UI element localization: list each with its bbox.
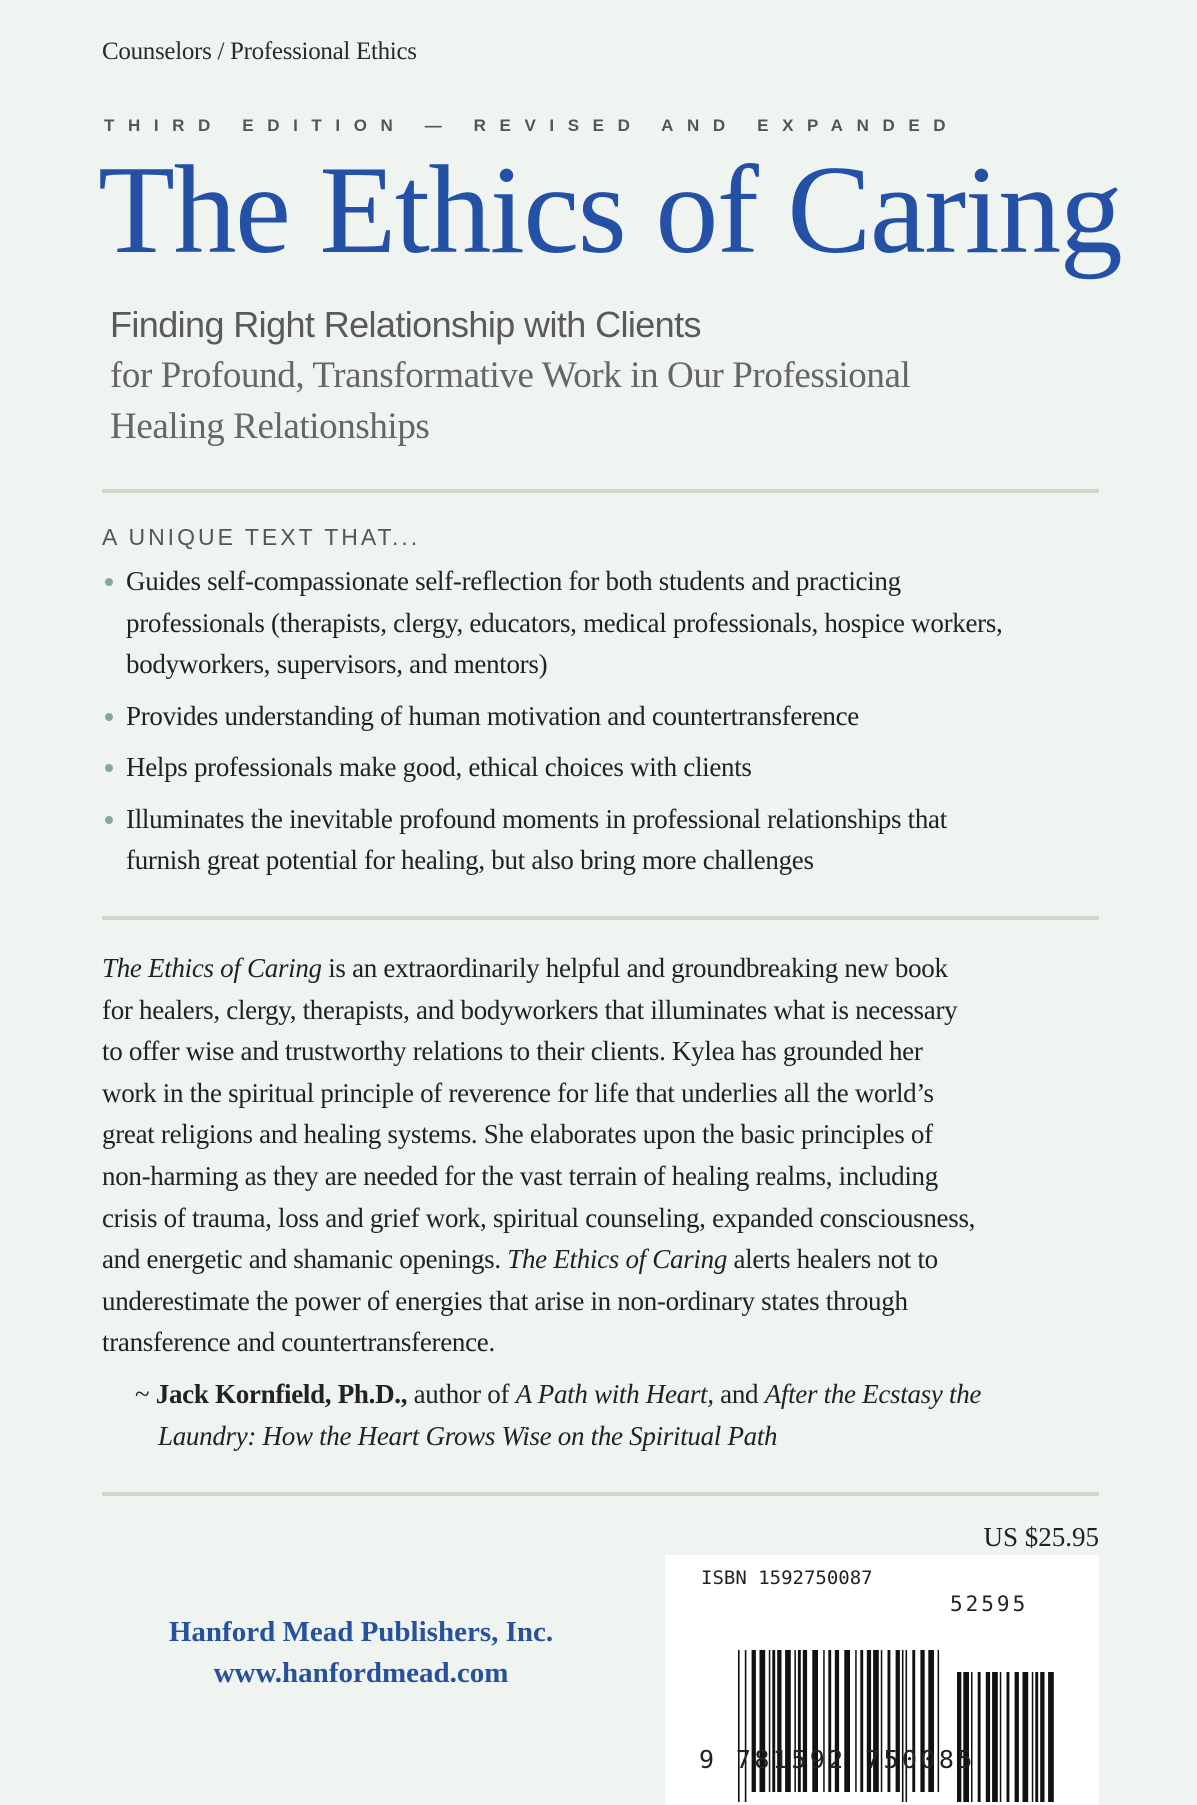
text-line (102, 1281, 975, 1323)
text-segment: alerts healers not to (727, 1244, 938, 1275)
barcode-bar (1023, 1672, 1029, 1802)
bold-text: Jack Kornfield, Ph.D., (155, 1379, 408, 1409)
text-line (102, 990, 975, 1032)
text-segment: author of (407, 1379, 516, 1409)
bullet-line: Provides understanding of human motivation and countertransference (126, 700, 859, 731)
bullet-dot-icon (105, 713, 113, 721)
text-line (102, 1031, 975, 1073)
italic-text: After the Ecstasy the (764, 1379, 982, 1409)
barcode-bar (957, 1672, 961, 1802)
bullet-line: professionals (therapists, clergy, educators, medical professionals, hospice workers, (126, 607, 1003, 638)
bullet-line: Guides self-compassionate self-reflection for both students and practicing (126, 566, 901, 596)
bullet-line: Illuminates the inevitable profound moments in professional relationships that (126, 803, 947, 834)
text-line (102, 1198, 975, 1240)
ean-digits: 9 781592 750085 (699, 1745, 976, 1774)
text-segment: and energetic and shamanic openings. (102, 1244, 508, 1275)
barcode-bar (963, 1672, 969, 1802)
barcode-bar (1035, 1672, 1038, 1802)
divider (102, 489, 1099, 493)
italic-text: A Path with Heart, (515, 1379, 714, 1409)
text-line (102, 1073, 975, 1115)
endorsement-text (102, 948, 975, 1364)
barcode-bar (992, 1672, 998, 1802)
barcode-bar (1032, 1672, 1034, 1802)
bullet-item (102, 799, 1102, 882)
text-segment: and (713, 1379, 765, 1409)
barcode-box (665, 1555, 1099, 1805)
bullet-item (102, 561, 1102, 686)
text-segment: non-harming as they are needed for the vast terrain of healing realms, including (102, 1160, 938, 1191)
publisher-url[interactable]: www.hanfordmead.com (213, 1657, 509, 1689)
text-line (102, 948, 975, 990)
text-segment: underestimate the power of energies that arise in non-ordinary states through (102, 1285, 908, 1316)
italic-text: Laundry: How the Heart Grows Wise on the Spiritual Path (158, 1420, 778, 1451)
price-label: US $25.95 (983, 1522, 1099, 1552)
book-subtitle: Finding Right Relationship with Clients (110, 304, 701, 345)
text-segment: work in the spiritual principle of reverence for life that underlies all the world’s (102, 1077, 934, 1108)
text-segment: great religions and healing systems. She elaborates upon the basic principles of (102, 1119, 933, 1150)
barcode-bar (986, 1672, 990, 1802)
highlights-heading: A UNIQUE TEXT THAT... (102, 524, 421, 550)
publisher-name: Hanford Mead Publishers, Inc. (168, 1616, 554, 1648)
isbn-text: ISBN 1592750087 (701, 1567, 873, 1589)
text-line (135, 1416, 981, 1458)
divider (102, 1492, 1099, 1496)
endorsement-attribution (135, 1374, 981, 1457)
text-line (102, 1239, 975, 1281)
book-subsubtitle-line: for Profound, Transformative Work in Our Professional (110, 355, 911, 396)
bullet-dot-icon (105, 816, 113, 824)
text-segment: to offer wise and trustworthy relations to their clients. Kylea has grounded her (102, 1036, 923, 1067)
barcode-bar (971, 1672, 973, 1802)
text-line (135, 1374, 981, 1416)
text-segment: for healers, clergy, therapists, and bodyworkers that illuminates what is necessary (102, 994, 958, 1025)
barcode-bar (1007, 1672, 1010, 1802)
text-segment: ~ (135, 1379, 156, 1409)
italic-text: The Ethics of Caring (507, 1244, 728, 1275)
bullet-line: Helps professionals make good, ethical choices with clients (126, 752, 752, 782)
barcode-bar (1015, 1672, 1019, 1802)
book-subsubtitle-line: Healing Relationships (110, 406, 430, 447)
barcode-bar (1048, 1672, 1054, 1802)
text-segment: is an extraordinarily helpful and groundbreaking new book (321, 953, 948, 983)
text-segment: transference and countertransference. (102, 1327, 495, 1358)
bullet-line: bodyworkers, supervisors, and mentors) (126, 649, 548, 679)
edition-label: THIRD EDITION — REVISED AND EXPANDED (104, 116, 960, 135)
barcode-bar (738, 1650, 740, 1802)
barcode-addon-digits: 52595 (950, 1592, 1029, 1616)
book-title: The Ethics of Caring (98, 141, 1122, 280)
bullet-dot-icon (105, 578, 113, 586)
text-line (102, 1156, 975, 1198)
barcode-bar (978, 1672, 981, 1802)
highlights-list (102, 561, 1102, 892)
divider (102, 916, 1099, 920)
category-label: Counselors / Professional Ethics (102, 38, 417, 65)
italic-text: The Ethics of Caring (102, 953, 322, 983)
bullet-item (102, 747, 1102, 789)
barcode-bar (906, 1650, 908, 1802)
barcode-bar (1040, 1672, 1044, 1802)
text-line (102, 1322, 975, 1364)
bullet-dot-icon (105, 764, 113, 772)
barcode-bar (1000, 1672, 1002, 1802)
bullet-item (102, 696, 1102, 738)
barcode-bar (745, 1650, 747, 1802)
bullet-line: furnish great potential for healing, but also bring more challenges (126, 845, 814, 875)
text-line (102, 1114, 975, 1156)
text-segment: crisis of trauma, loss and grief work, spiritual counseling, expanded consciousness, (102, 1202, 976, 1233)
barcode-bar (902, 1650, 904, 1802)
